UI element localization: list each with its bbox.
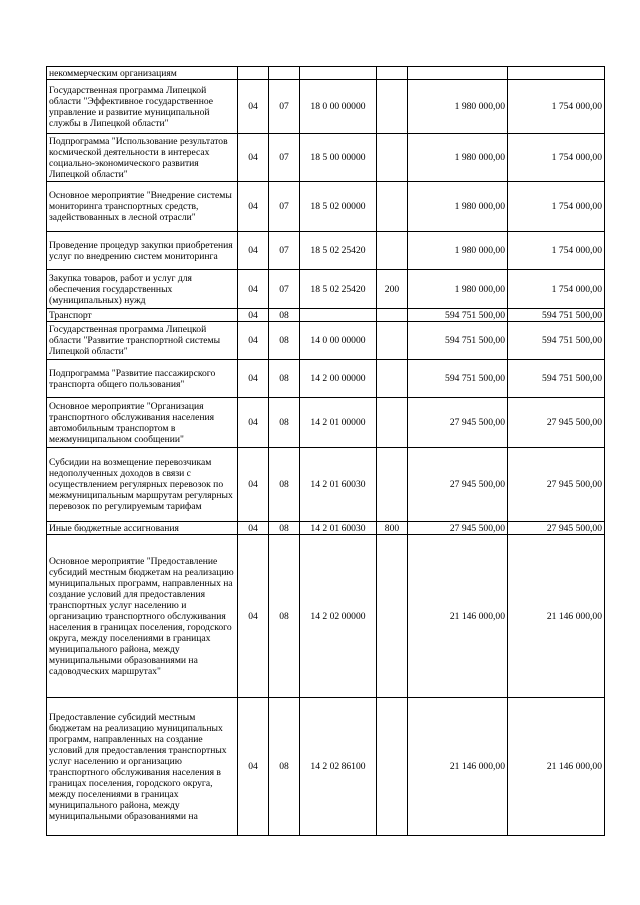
cell-section: 07 [269, 232, 300, 270]
cell-target-article: 14 2 02 86100 [300, 698, 377, 836]
cell-target-article: 18 5 02 25420 [300, 270, 377, 309]
cell-chapter: 04 [238, 535, 269, 698]
budget-table [46, 66, 605, 836]
table-row [47, 535, 605, 698]
cell-target-article: 18 5 00 00000 [300, 134, 377, 182]
cell-amount-year1: 1 980 000,00 [408, 182, 508, 232]
cell-amount-year1: 1 980 000,00 [408, 134, 508, 182]
cell-name: Закупка товаров, работ и услуг для обеспечения государственных (муниципальных) нужд [47, 270, 238, 309]
cell-target-article: 14 0 00 00000 [300, 322, 377, 360]
table-row [47, 67, 605, 80]
table-row [47, 698, 605, 836]
cell-chapter: 04 [238, 309, 269, 322]
table-row [47, 360, 605, 398]
cell-chapter: 04 [238, 80, 269, 134]
cell-amount-year1: 1 980 000,00 [408, 232, 508, 270]
cell-name: Предоставление субсидий местным бюджетам на реализацию муниципальных программ, направленных на создание условий для предоставления транспортных услуг населению и организацию транспортного обслуживания населения в границах поселения, городского округа, между поселениями в границах муниципального района, между муниципальными образованиями на [47, 698, 238, 836]
cell-expense-type [377, 398, 408, 448]
table-body [47, 67, 605, 836]
cell-chapter: 04 [238, 232, 269, 270]
table-row [47, 134, 605, 182]
cell-amount-year2: 1 754 000,00 [508, 232, 605, 270]
cell-amount-year1: 1 980 000,00 [408, 270, 508, 309]
cell-target-article: 14 2 02 00000 [300, 535, 377, 698]
cell-name: Подпрограмма "Использование результатов космической деятельности в интересах социально-экономического развития Липецкой области" [47, 134, 238, 182]
table-row [47, 322, 605, 360]
cell-name: некоммерческим организациям [47, 67, 238, 80]
cell-name: Основное мероприятие "Внедрение системы мониторинга транспортных средств, задействованных в лесной отрасли" [47, 182, 238, 232]
cell-name: Основное мероприятие "Организация транспортного обслуживания населения автомобильным транспортом в межмуниципальном сообщении" [47, 398, 238, 448]
cell-amount-year1: 594 751 500,00 [408, 309, 508, 322]
cell-name: Основное мероприятие "Предоставление субсидий местным бюджетам на реализацию муниципальных программ, направленных на создание условий для предоставления транспортных услуг населению и организацию транспортного обслуживания населения в границах поселения, городского округа, между поселениями в границах муниципального района, между муниципальными образованиями на садоводческих маршрутах" [47, 535, 238, 698]
cell-expense-type [377, 535, 408, 698]
cell-section: 07 [269, 182, 300, 232]
cell-section [269, 67, 300, 80]
cell-chapter: 04 [238, 270, 269, 309]
cell-chapter: 04 [238, 182, 269, 232]
cell-expense-type [377, 232, 408, 270]
cell-amount-year2: 21 146 000,00 [508, 535, 605, 698]
cell-expense-type [377, 309, 408, 322]
cell-amount-year2 [508, 67, 605, 80]
cell-amount-year1: 594 751 500,00 [408, 360, 508, 398]
cell-amount-year2: 27 945 500,00 [508, 398, 605, 448]
cell-section: 08 [269, 309, 300, 322]
cell-name: Государственная программа Липецкой области "Развитие транспортной системы Липецкой области" [47, 322, 238, 360]
cell-amount-year2: 594 751 500,00 [508, 322, 605, 360]
cell-section: 08 [269, 398, 300, 448]
cell-target-article: 14 2 00 00000 [300, 360, 377, 398]
cell-amount-year1: 27 945 500,00 [408, 448, 508, 522]
table-row [47, 270, 605, 309]
cell-name: Транспорт [47, 309, 238, 322]
cell-section: 08 [269, 448, 300, 522]
cell-amount-year1: 21 146 000,00 [408, 698, 508, 836]
cell-name: Проведение процедур закупки приобретения услуг по внедрению систем мониторинга [47, 232, 238, 270]
cell-chapter: 04 [238, 698, 269, 836]
table-row [47, 309, 605, 322]
cell-section: 07 [269, 270, 300, 309]
cell-chapter [238, 67, 269, 80]
cell-section: 08 [269, 360, 300, 398]
cell-target-article: 14 2 01 00000 [300, 398, 377, 448]
cell-target-article [300, 67, 377, 80]
cell-expense-type: 200 [377, 270, 408, 309]
cell-expense-type [377, 67, 408, 80]
cell-name: Иные бюджетные ассигнования [47, 522, 238, 535]
cell-name: Субсидии на возмещение перевозчикам недополученных доходов в связи с осуществлением регулярных перевозок по межмуниципальным маршрутам регулярных перевозок по регулируемым тарифам [47, 448, 238, 522]
table-row [47, 522, 605, 535]
cell-target-article: 18 5 02 25420 [300, 232, 377, 270]
cell-amount-year1: 27 945 500,00 [408, 522, 508, 535]
cell-amount-year2: 27 945 500,00 [508, 448, 605, 522]
cell-section: 07 [269, 80, 300, 134]
cell-chapter: 04 [238, 522, 269, 535]
table-row [47, 398, 605, 448]
cell-amount-year2: 21 146 000,00 [508, 698, 605, 836]
cell-expense-type [377, 182, 408, 232]
cell-amount-year2: 1 754 000,00 [508, 134, 605, 182]
cell-name: Подпрограмма "Развитие пассажирского транспорта общего пользования" [47, 360, 238, 398]
cell-amount-year2: 594 751 500,00 [508, 360, 605, 398]
cell-expense-type: 800 [377, 522, 408, 535]
cell-chapter: 04 [238, 322, 269, 360]
cell-section: 08 [269, 522, 300, 535]
cell-amount-year2: 27 945 500,00 [508, 522, 605, 535]
cell-section: 08 [269, 698, 300, 836]
cell-amount-year2: 594 751 500,00 [508, 309, 605, 322]
cell-amount-year2: 1 754 000,00 [508, 270, 605, 309]
cell-amount-year2: 1 754 000,00 [508, 80, 605, 134]
cell-target-article: 18 5 02 00000 [300, 182, 377, 232]
cell-name: Государственная программа Липецкой области "Эффективное государственное управление и развитие муниципальной службы в Липецкой области" [47, 80, 238, 134]
cell-target-article: 14 2 01 60030 [300, 448, 377, 522]
cell-section: 08 [269, 322, 300, 360]
cell-expense-type [377, 80, 408, 134]
table-row [47, 232, 605, 270]
cell-target-article: 18 0 00 00000 [300, 80, 377, 134]
cell-amount-year1 [408, 67, 508, 80]
cell-expense-type [377, 698, 408, 836]
cell-chapter: 04 [238, 448, 269, 522]
cell-chapter: 04 [238, 134, 269, 182]
cell-target-article: 14 2 01 60030 [300, 522, 377, 535]
cell-section: 07 [269, 134, 300, 182]
cell-expense-type [377, 134, 408, 182]
cell-amount-year1: 1 980 000,00 [408, 80, 508, 134]
cell-chapter: 04 [238, 398, 269, 448]
cell-amount-year2: 1 754 000,00 [508, 182, 605, 232]
cell-amount-year1: 27 945 500,00 [408, 398, 508, 448]
cell-chapter: 04 [238, 360, 269, 398]
cell-amount-year1: 594 751 500,00 [408, 322, 508, 360]
cell-target-article [300, 309, 377, 322]
cell-expense-type [377, 322, 408, 360]
cell-expense-type [377, 360, 408, 398]
cell-amount-year1: 21 146 000,00 [408, 535, 508, 698]
cell-expense-type [377, 448, 408, 522]
table-row [47, 448, 605, 522]
table-row [47, 182, 605, 232]
cell-section: 08 [269, 535, 300, 698]
table-row [47, 80, 605, 134]
